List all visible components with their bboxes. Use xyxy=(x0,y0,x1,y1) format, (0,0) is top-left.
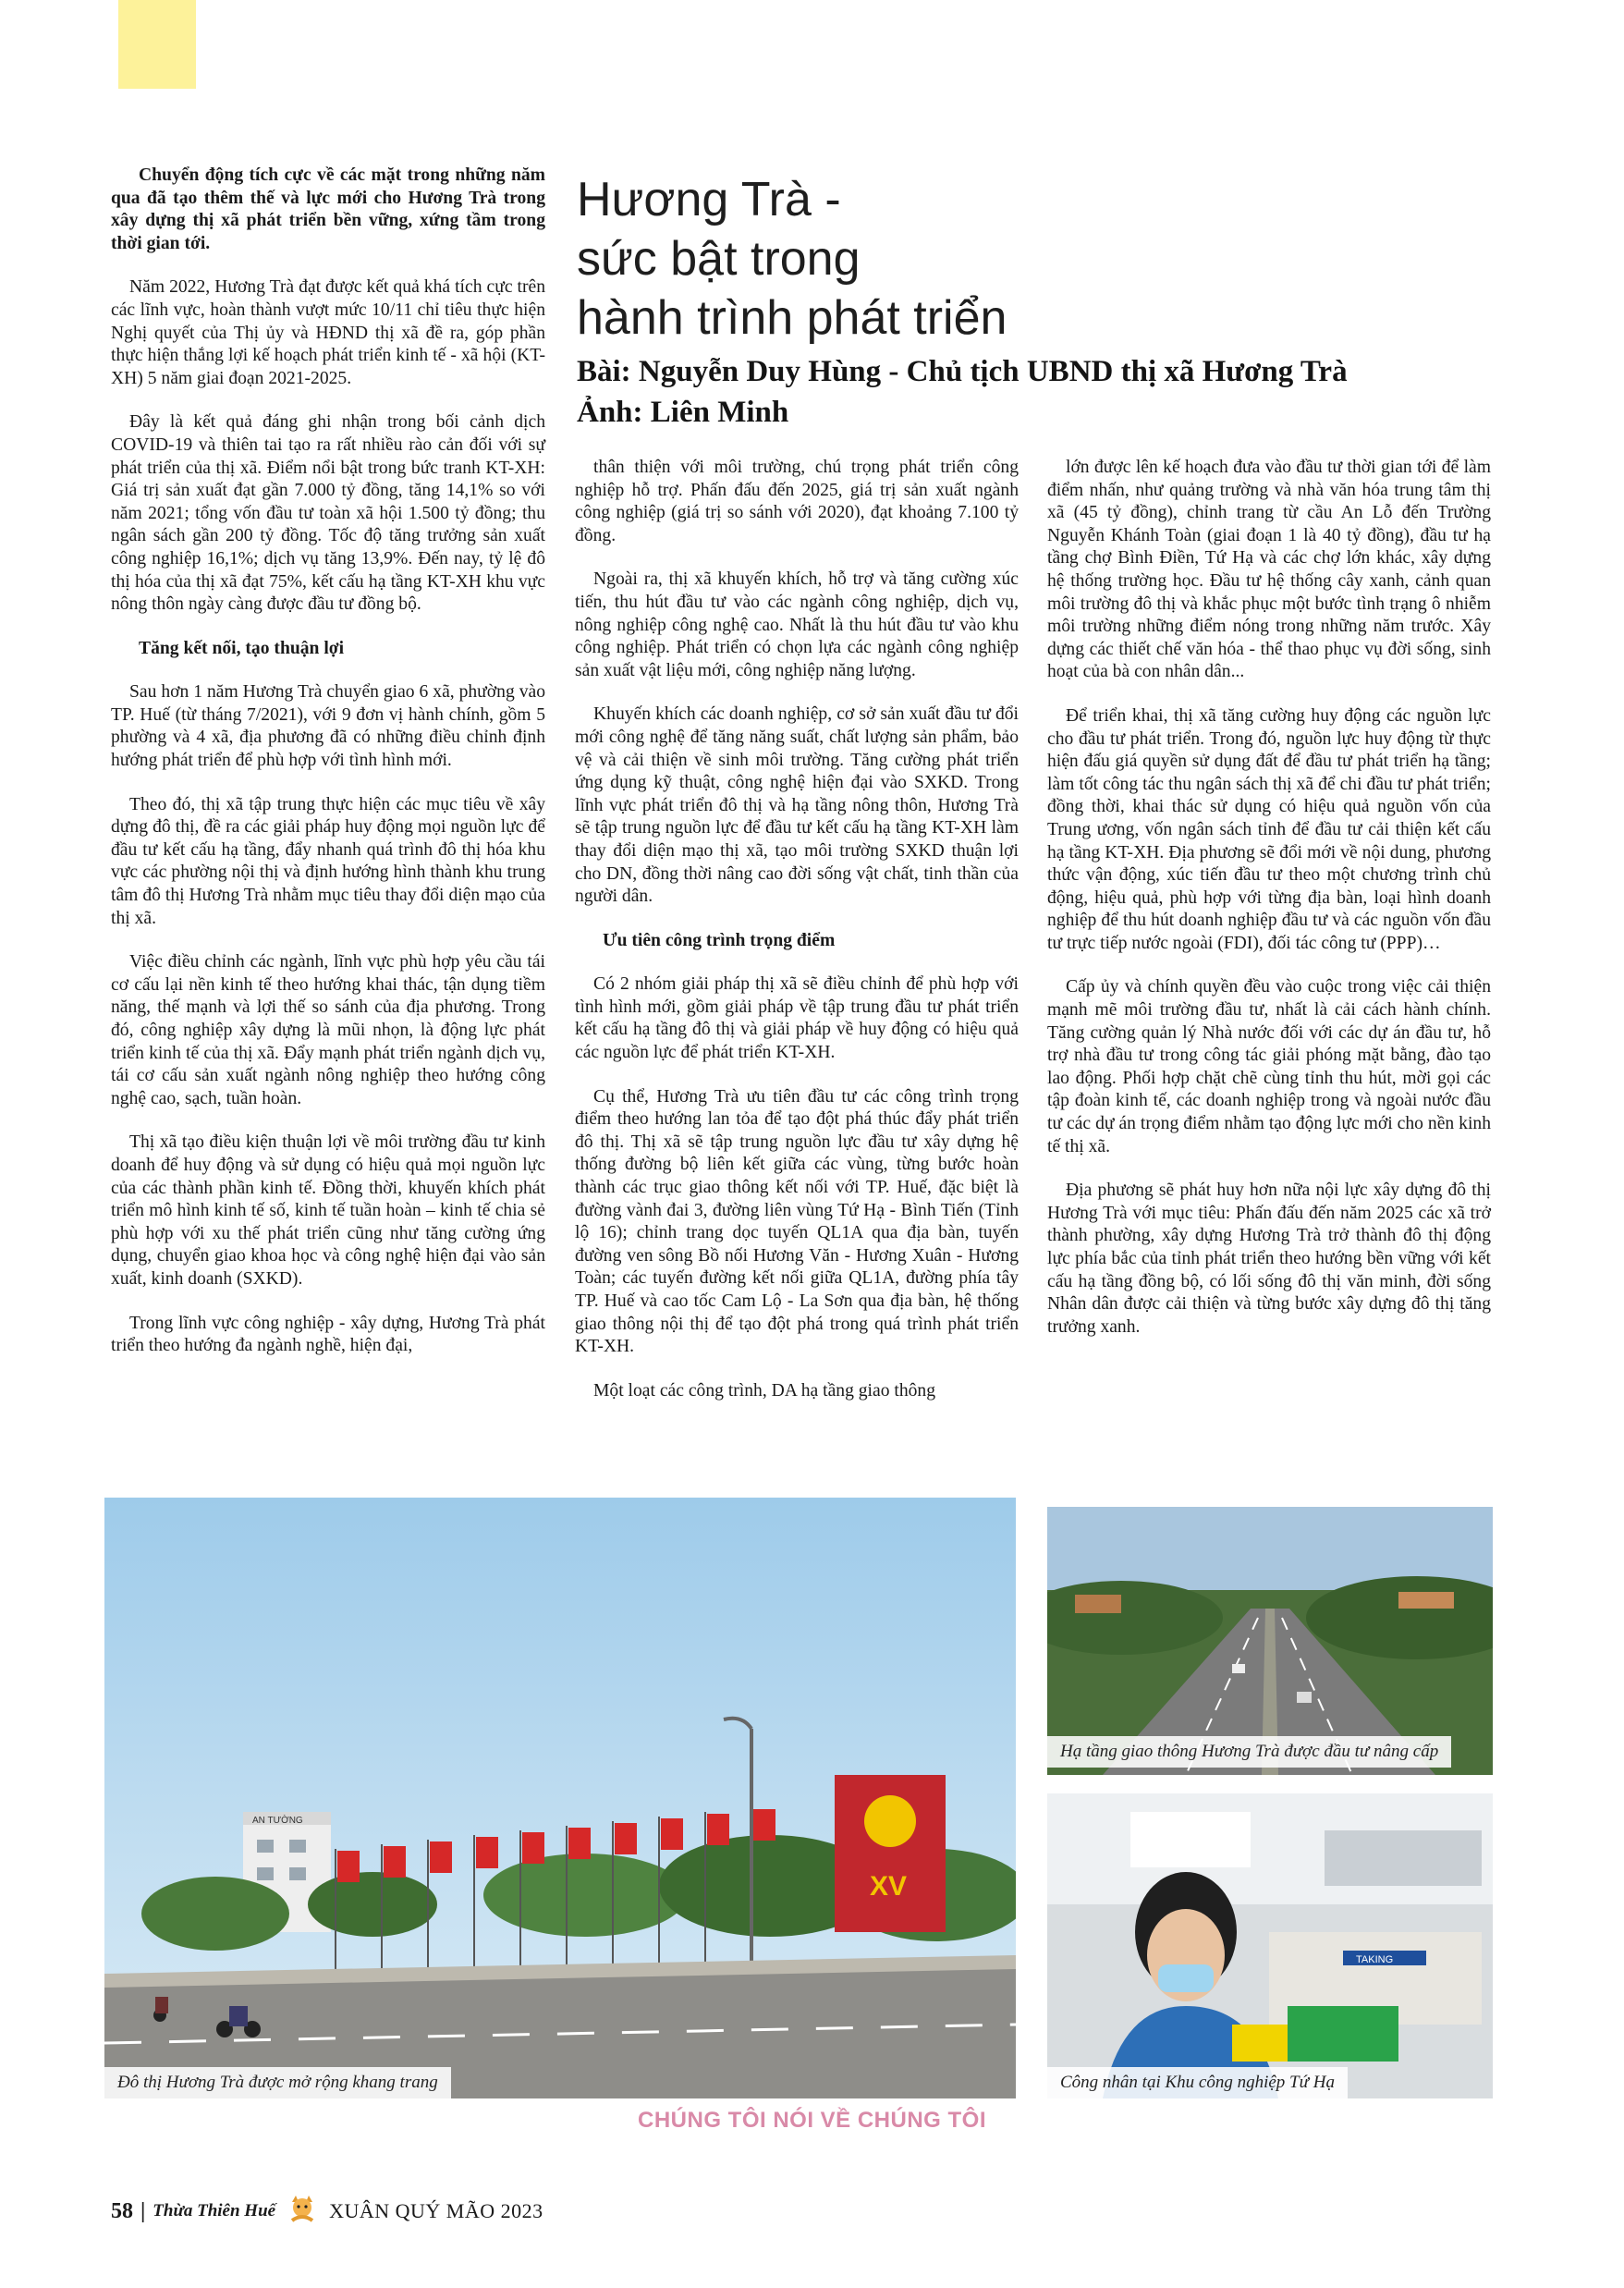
factory-illustration xyxy=(1047,1793,1493,2098)
byline xyxy=(577,351,1557,433)
lead-paragraph: Chuyển động tích cực về các mặt trong những năm qua đã tạo thêm thế và lực mới cho Hương Trà trong xây dựng thị xã phát triển bền vững, xứng tầm trong thời gian tới. xyxy=(111,165,545,253)
paragraph: Một loạt các công trình, DA hạ tầng giao thông xyxy=(593,1380,936,1401)
title-line: Hương Trà - xyxy=(577,173,841,226)
magazine-name: Thừa Thiên Huế xyxy=(153,2201,276,2221)
photo-credit: Ảnh: Liên Minh xyxy=(577,396,789,429)
article-column-1 xyxy=(111,165,545,1379)
poster-text: XV xyxy=(870,1871,908,1902)
paragraph: Sau hơn 1 năm Hương Trà chuyển giao 6 xã, phường vào TP. Huế (từ tháng 7/2021), với 9 đơn vị hành chính, gồm 5 phường và 4 xã, địa phương đã có những điều chỉnh định hướng phát triển để phù hợp với tình hình mới. xyxy=(111,682,545,771)
road-illustration xyxy=(1047,1507,1493,1775)
main-photo-town-street xyxy=(104,1498,1016,2098)
road-photo xyxy=(1047,1507,1493,1775)
main-photo-caption: Đô thị Hương Trà được mở rộng khang trang xyxy=(104,2067,451,2098)
paragraph: Cụ thể, Hương Trà ưu tiên đầu tư các công trình trọng điểm theo hướng lan tỏa để tạo đột phá thúc đẩy phát triển đô thị. Thị xã sẽ tập trung nguồn lực đầu tư xây dựng hệ thống đường bộ liên kết giữa các vùng, từng bước hoàn thành các trục giao thông kết nối với TP. Huế, đặc biệt là đường vành đai 3, đường liên vùng Tứ Hạ - Bình Tiến (Tỉnh lộ 16); chỉnh trang dọc tuyến QL1A qua địa bàn, tuyến đường ven sông Bồ nối Hương Văn - Hương Xuân - Hương Toàn; các tuyến đường kết nối giữa QL1A, đường phía tây TP. Huế và cao tốc Cam Lộ - La Sơn qua địa bàn, hệ thống giao thông nội thị để tạo đột phá trong quá trình phát triển KT-XH. xyxy=(575,1086,1019,1357)
title-line: sức bật trong xyxy=(577,232,861,286)
paragraph: Việc điều chỉnh các ngành, lĩnh vực phù hợp yêu cầu tái cơ cấu lại nền kinh tế theo hướng khai thác, tận dụng tiềm năng, thế mạnh và lợi thế so sánh của địa phương. Trong đó, công nghiệp xây dựng là mũi nhọn, là động lực phát triển kinh tế của thị xã. Đẩy mạnh phát triển ngành dịch vụ, tái cơ cấu sản xuất ngành nông nghiệp theo hướng công nghệ cao, sạch, tuần hoàn. xyxy=(111,952,545,1108)
machine-brand: TAKING xyxy=(1356,1954,1394,1965)
paragraph: Cấp ủy và chính quyền đều vào cuộc trong việc cải thiện mạnh mẽ môi trường đầu tư, nhất là cải cách hành chính. Tăng cường quản lý Nhà nước đối với các dự án đầu tư, hỗ trợ nhà đầu tư trong công tác giải phóng mặt bằng, đào tạo lao động. Phối hợp chặt chẽ cùng tỉnh thu hút, mời gọi các tập đoàn kinh tế, các doanh nghiệp trong và ngoài nước đầu tư các dự án trọng điểm nhằm tạo động lực mới cho nền kinh tế thị xã. xyxy=(1047,977,1491,1156)
section-label: CHÚNG TÔI NÓI VỀ CHÚNG TÔI xyxy=(638,2108,987,2133)
issue-label: XUÂN QUÝ MÃO 2023 xyxy=(329,2199,543,2222)
paragraph: lớn được lên kế hoạch đưa vào đầu tư thời gian tới để làm điểm nhấn, như quảng trường và nhà văn hóa trung tâm thị xã (45 tỷ đồng), chỉnh trang từ cầu An Lỗ đến Trường Nguyễn Khánh Toàn (giai đoạn 1 là 40 tỷ đồng), đầu tư hạ tầng chợ Bình Điền, Tứ Hạ và các chợ lớn khác, xây dựng hệ thống trường học. Đầu tư hệ thống cây xanh, cảnh quan môi trường đô thị và khắc phục một bước tình trạng ô nhiễm môi trường những điểm nóng trong những năm trước. Xây dựng các thiết chế văn hóa - thể thao phục vụ đời sống, sinh hoạt của bà con nhân dân... xyxy=(1047,458,1491,682)
section-heading: Ưu tiên công trình trọng điểm xyxy=(603,930,836,950)
paragraph: Ngoài ra, thị xã khuyến khích, hỗ trợ và tăng cường xúc tiến, thu hút đầu tư vào các ngành công nghiệp, dịch vụ, nông nghiệp công nghệ cao. Nhất là thu hút đầu tư vào khu công nghiệp. Phát triển có chọn lựa các ngành công nghiệp sản xuất vật liệu mới, công nghiệp năng lượng. xyxy=(575,569,1019,680)
paragraph: Thị xã tạo điều kiện thuận lợi về môi trường đầu tư kinh doanh để huy động và sử dụng có hiệu quả mọi nguồn lực của các thành phần kinh tế. Đồng thời, khuyến khích phát triển mô hình kinh tế số, kinh tế tuần hoàn – kinh tế chia sẻ phù hợp với xu thế phát triển cũng như tăng cường ứng dụng, chuyển giao khoa học và công nghệ hiện đại vào sản xuất, kinh doanh (SXKD). xyxy=(111,1132,545,1289)
page-footer xyxy=(111,2193,543,2230)
corner-color-tab xyxy=(118,0,196,89)
paragraph: Năm 2022, Hương Trà đạt được kết quả khá tích cực trên các lĩnh vực, hoàn thành vượt mức 10/11 chỉ tiêu thực hiện Nghị quyết của Thị ủy và HĐND thị xã đề ra, góp phần thực hiện thắng lợi kế hoạch phát triển kinh tế - xã hội (KT-XH) 5 năm giai đoạn 2021-2025. xyxy=(111,277,545,388)
factory-photo-caption: Công nhân tại Khu công nghiệp Tứ Hạ xyxy=(1047,2067,1348,2098)
town-street-illustration xyxy=(104,1498,1016,2098)
paragraph: thân thiện với môi trường, chú trọng phát triển công nghiệp hỗ trợ. Phấn đấu đến 2025, giá trị sản xuất ngành công nghiệp (giá trị so sánh với 2020), đạt khoảng 7.100 tỷ đồng. xyxy=(575,458,1019,545)
author-credit: Bài: Nguyễn Duy Hùng - Chủ tịch UBND thị xã Hương Trà xyxy=(577,355,1348,388)
article-title xyxy=(577,170,1501,348)
paragraph: Đây là kết quả đáng ghi nhận trong bối cảnh dịch COVID-19 và thiên tai tạo ra rất nhiều rào cản đối với sự phát triển của thị xã. Điểm nổi bật trong bức tranh KT-XH: Giá trị sản xuất đạt gần 7.000 tỷ đồng, tăng 14,1% so với năm 2021; tổng vốn đầu tư toàn xã hội 1.500 tỷ đồng; thu ngân sách gần 200 tỷ đồng. Tốc độ tăng trưởng sản xuất công nghiệp 16,1%; dịch vụ tăng 13,9%. Đến nay, tỷ lệ đô thị hóa của thị xã đạt 75%, kết cấu hạ tầng KT-XH khu vực nông thôn ngày càng được đầu tư đồng bộ. xyxy=(111,412,545,615)
section-heading: Tăng kết nối, tạo thuận lợi xyxy=(139,638,345,658)
paragraph: Theo đó, thị xã tập trung thực hiện các mục tiêu về xây dựng đô thị, đề ra các giải pháp huy động mọi nguồn lực để đầu tư kết cấu hạ tầng, đẩy nhanh quá trình đô thị hóa khu vực các phường nội thị và định hướng hình thành khu trung tâm đô thị Hương Trà nhằm mục tiêu thay đổi diện mạo của thị xã. xyxy=(111,794,545,928)
cat-mascot-icon xyxy=(287,2193,318,2231)
separator: | xyxy=(140,2198,146,2223)
road-photo-caption: Hạ tầng giao thông Hương Trà được đầu tư nâng cấp xyxy=(1047,1736,1451,1768)
title-line: hành trình phát triển xyxy=(577,291,1007,345)
page-number: 58 xyxy=(111,2198,133,2223)
article-column-3 xyxy=(1047,457,1491,1360)
paragraph: Có 2 nhóm giải pháp thị xã sẽ điều chỉnh để phù hợp với tình hình mới, gồm giải pháp về tập trung đầu tư phát triển kết cấu hạ tầng đô thị và giải pháp về huy động có hiệu quả các nguồn lực để phát triển KT-XH. xyxy=(575,974,1019,1063)
factory-photo xyxy=(1047,1793,1493,2098)
building-sign: AN TƯỜNG xyxy=(252,1816,303,1826)
paragraph: Trong lĩnh vực công nghiệp - xây dựng, Hương Trà phát triển theo hướng đa ngành nghề, hiện đại, xyxy=(111,1313,545,1356)
paragraph: Địa phương sẽ phát huy hơn nữa nội lực xây dựng đô thị Hương Trà với mục tiêu: Phấn đấu đến năm 2025 các xã trở thành phường, xây dựng Hương Trà trở thành đô thị động lực phía bắc của tỉnh phát triển theo hướng bền vững với kết cấu hạ tầng đồng bộ, có lối sống đô thị văn minh, đời sống Nhân dân được cải thiện và từng bước xây dựng đô thị tăng trưởng xanh. xyxy=(1047,1181,1491,1337)
paragraph: Khuyến khích các doanh nghiệp, cơ sở sản xuất đầu tư đổi mới công nghệ để tăng năng suất, chất lượng sản phẩm, bảo vệ và cải thiện về sinh môi trường. Tăng cường phát triển ứng dụng kỹ thuật, công nghệ hiện đại vào SXKD. Trong lĩnh vực phát triển đô thị và hạ tầng nông thôn, Hương Trà sẽ tập trung nguồn lực để đầu tư kết cấu hạ tầng KT-XH làm thay đổi diện mạo thị xã, tạo môi trường SXKD thuận lợi cho DN, đồng thời nâng cao đời sống vật chất, tinh thần của người dân. xyxy=(575,704,1019,907)
article-column-2 xyxy=(575,457,1019,1424)
paragraph: Để triển khai, thị xã tăng cường huy động các nguồn lực cho đầu tư phát triển. Trong đó, nguồn lực huy động từ thực hiện đấu giá quyền sử dụng đất để đầu tư phát triển hạ tầng; làm tốt công tác thu ngân sách thị xã để chi đầu tư phát triển; đồng thời, khai thác sử dụng có hiệu quả nguồn vốn của Trung ương, vốn ngân sách tỉnh để đầu tư cải thiện kết cấu hạ tầng KT-XH. Địa phương sẽ đổi mới về nội dung, phương thức vận động, xúc tiến đầu tư theo một chương trình chủ động, hiệu quả, phù hợp với từng địa bàn, loại hình doanh nghiệp để thu hút doanh nghiệp đầu tư và các nguồn vốn đầu tư trực tiếp nước ngoài (FDI), đối tác công tư (PPP)… xyxy=(1047,705,1491,953)
